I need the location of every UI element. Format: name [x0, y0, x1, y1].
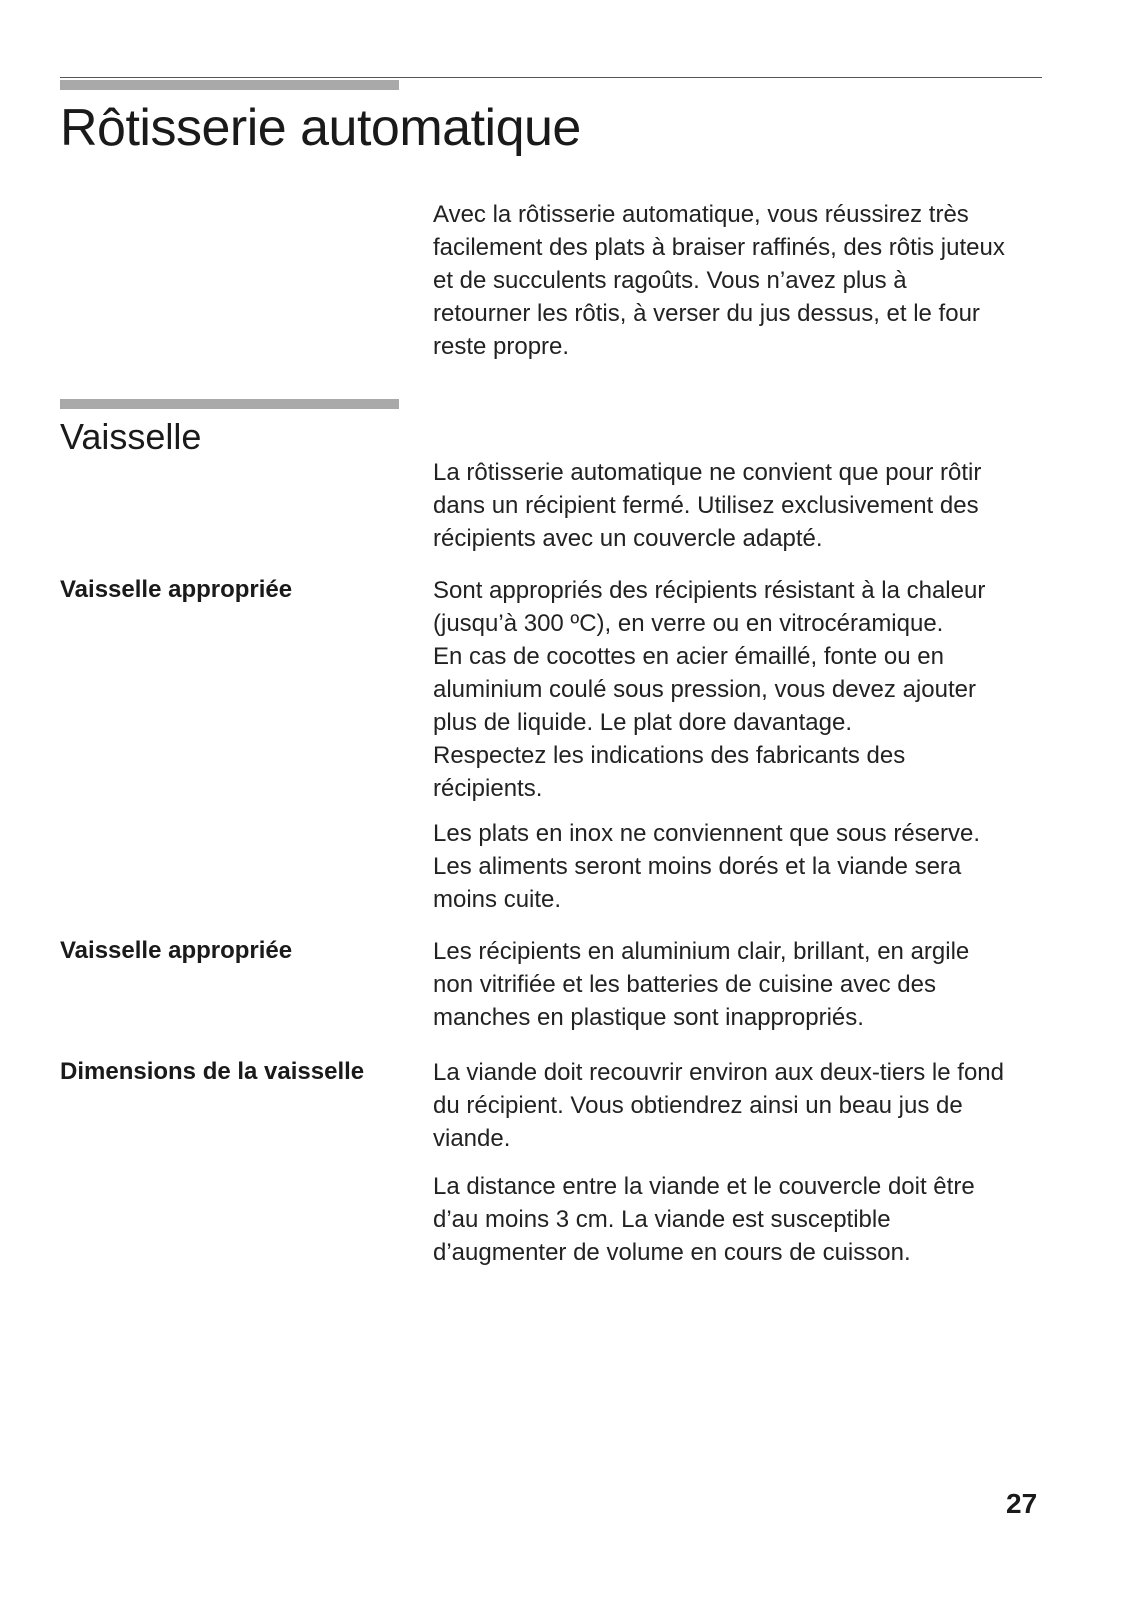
page-number: 27 — [1006, 1488, 1038, 1519]
block-paragraph: La viande doit recouvrir environ aux deux-tiers le fond du récipient. Vous obtiendrez ainsi un beau jus de viande. — [433, 1059, 1004, 1152]
title-accent-bar — [60, 80, 399, 90]
block-label: Vaisselle appropriée — [60, 937, 293, 964]
block-paragraph: Les plats en inox ne conviennent que sous réserve. Les aliments seront moins dorés et la viande sera moins cuite. — [433, 820, 981, 913]
block-label: Dimensions de la vaisselle — [60, 1058, 365, 1085]
block-label: Vaisselle appropriée — [60, 576, 293, 603]
section-title: Vaisselle — [60, 416, 202, 457]
section-accent-bar — [60, 399, 399, 409]
block-paragraph: Les récipients en aluminium clair, brillant, en argile non vitrifiée et les batteries de cuisine avec des manches en plastique sont inappropriés. — [433, 938, 970, 1031]
page-title: Rôtisserie automatique — [60, 99, 581, 157]
section-intro-paragraph: La rôtisserie automatique ne convient que pour rôtir dans un récipient fermé. Utilisez exclusivement des récipients avec un couvercle adapté. — [433, 459, 982, 552]
top-rule — [60, 77, 1042, 78]
block-paragraph: Sont appropriés des récipients résistant à la chaleur (jusqu’à 300 ºC), en verre ou en vitrocéramique. En cas de cocottes en acier émaillé, fonte ou en aluminium coulé sous pression, vous devez ajouter plus de liquide. Le plat dore davantage. Respectez les indications des fabricants des récipients. — [433, 577, 986, 802]
block-paragraph: La distance entre la viande et le couvercle doit être d’au moins 3 cm. La viande est susceptible d’augmenter de volume en cours de cuisson. — [433, 1173, 975, 1266]
intro-paragraph: Avec la rôtisserie automatique, vous réussirez très facilement des plats à braiser raffinés, des rôtis juteux et de succulents ragoûts. Vous n’avez plus à retourner les rôtis, à verser du jus dessus, et le four reste propre. — [433, 201, 1005, 360]
